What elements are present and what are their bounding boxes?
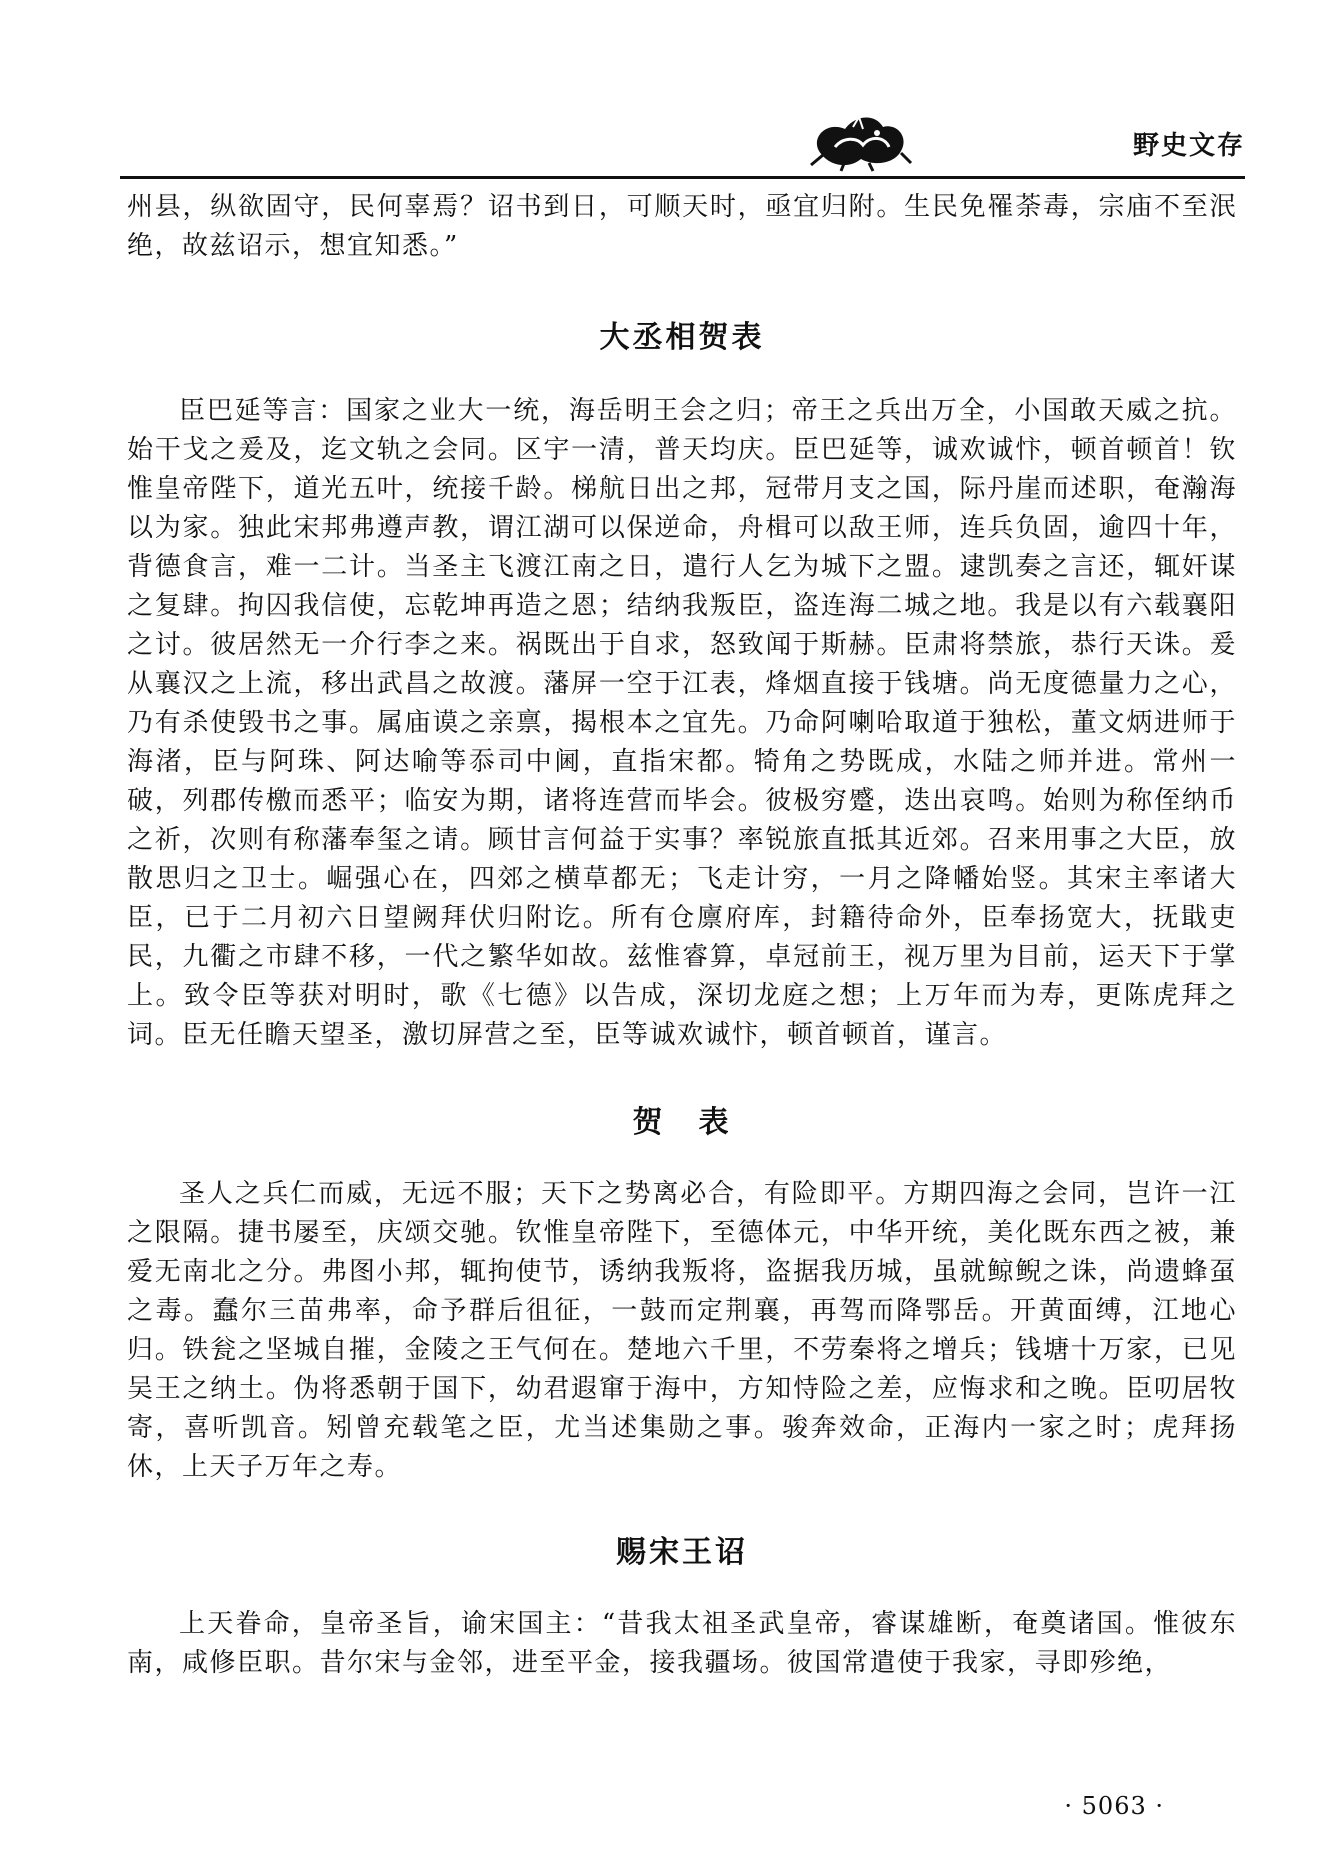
intro-paragraph: 州县，纵欲固守，民何辜焉？诏书到日，可顺天时，亟宜归附。生民免罹荼毒，宗庙不至泯绝，故兹诏示，想宜知悉。” (127, 192, 1237, 261)
section-paragraph-memorial: 圣人之兵仁而威，无远不服；天下之势离必合，有险即平。方期四海之会同，岂许一江之限隔。捷书屡至，庆颂交驰。钦惟皇帝陛下，至德体元，中华开统，美化既东西之被，兼爱无南北之分。弗图小邦，辄拘使节，诱纳我叛将，盗据我历城，虽就鲸鲵之诛，尚遗蜂虿之毒。蠢尔三苗弗率，命予群后徂征，一鼓而定荆襄，再驾而降鄂岳。开黄面缚，江地心归。铁瓮之坚城自摧，金陵之王气何在。楚地六千里，不劳秦将之增兵；钱塘十万家，已见吴王之纳土。伪将悉朝于国下，幼君遐窜于海中，方知恃险之差，应悔求和之晚。臣叨居牧寄，喜听凯音。矧曾充载笔之臣，尤当述集勋之事。骏奔效命，正海内一家之时；虎拜扬休，上天子万年之寿。 (127, 1179, 1237, 1482)
page-number: · 5063 · (1064, 1792, 1164, 1820)
header-title: 野史文存 (1132, 131, 1245, 161)
section-paragraph-congratulatory-memorial: 臣巴延等言：国家之业大一统，海岳明王会之归；帝王之兵出万全，小国敢天威之抗。始干戈之爰及，迄文轨之会同。区宇一清，普天均庆。臣巴延等，诚欢诚忭，顿首顿首！钦惟皇帝陛下，道光五叶，统接千龄。梯航日出之邦，冠带月支之国，际丹崖而述职，奄瀚海以为家。独此宋邦弗遵声教，谓江湖可以保逆命，舟楫可以敌王师，连兵负固，逾四十年，背德食言，难一二计。当圣主飞渡江南之日，遣行人乞为城下之盟。逮凯奏之言还，辄奸谋之复肆。拘囚我信使，忘乾坤再造之恩；结纳我叛臣，盗连海二城之地。我是以有六载襄阳之讨。彼居然无一介行李之来。祸既出于自求，怒致闻于斯赫。臣肃将禁旅，恭行天诛。爰从襄汉之上流，移出武昌之故渡。藩屏一空于江表，烽烟直接于钱塘。尚无度德量力之心，乃有杀使毁书之事。属庙谟之亲禀，揭根本之宜先。乃命阿喇哈取道于独松，董文炳进师于海渚，臣与阿珠、阿达喻等忝司中阃，直指宋都。犄角之势既成，水陆之师并进。常州一破，列郡传檄而悉平；临安为期，诸将连营而毕会。彼极穷蹙，迭出哀鸣。始则为称侄纳币之祈，次则有称藩奉玺之请。顾甘言何益于实事？率锐旅直抵其近郊。召来用事之大臣，放散思归之卫士。崛强心在，四郊之横草都无；飞走计穷，一月之降幡始竖。其宋主率诸大臣，已于二月初六日望阙拜伏归附讫。所有仓廪府库，封籍待命外，臣奉扬宽大，抚戢吏民，九衢之市肆不移，一代之繁华如故。兹惟睿算，卓冠前王，视万里为目前，运天下于掌上。致令臣等获对明时，歌《七德》以告成，深切龙庭之想；上万年而为寿，更陈虎拜之词。臣无任瞻天望圣，激切屏营之至，臣等诚欢诚忭，顿首顿首，谨言。 (127, 396, 1237, 1050)
section-title-edict: 赐宋王诏 (616, 1535, 748, 1570)
section-title-congratulatory-memorial: 大丞相贺表 (599, 320, 765, 355)
running-header (120, 95, 1245, 179)
page-content (127, 188, 1237, 1683)
section-paragraph-edict: 上天眷命，皇帝圣旨，谕宋国主：“昔我太祖圣武皇帝，睿谋雄断，奄奠诸国。惟彼东南，咸修臣职。昔尔宋与金邻，进至平金，接我疆场。彼国常遣使于我家，寻即殄绝， (127, 1609, 1237, 1678)
dragon-emblem-icon (805, 107, 915, 173)
header-rule (120, 176, 1245, 179)
section-title-memorial: 贺 表 (632, 1105, 732, 1140)
